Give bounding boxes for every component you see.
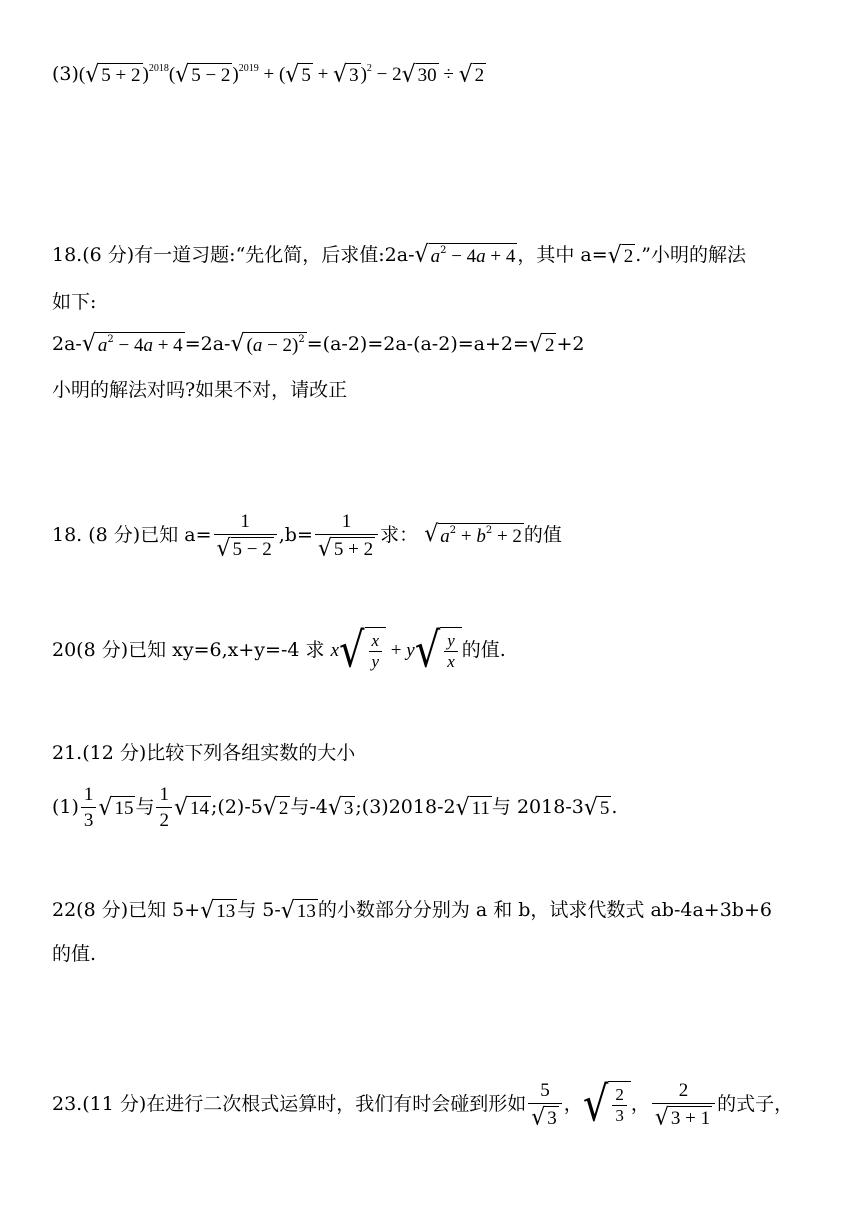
sqrt-30: √ 30 [401, 60, 437, 88]
sqrt-3: √ 3 [333, 60, 359, 88]
q18a-line4: 小明的解法对吗?如果不对，请改正 [52, 379, 348, 401]
frac-2-sqrt3-plus-1: 2 √ 3 + 1 [652, 1079, 715, 1131]
q18b-end: 的值 [523, 524, 562, 546]
q21-end: . [611, 796, 618, 818]
q23-sep2: ， [630, 1093, 650, 1115]
sqrt-5b: √ 5 − 2 [175, 60, 231, 88]
q18a-mid: ，其中 a= [517, 244, 608, 266]
sqrt-15: √ 15 [98, 793, 134, 821]
q20-end: 的值. [461, 639, 506, 661]
sqrt-5d: √ 5 [583, 793, 610, 821]
q20-line: 20(8 分)已知 xy=6,x+y=-4 求 x √ $\frac{x}{y}$ + y √ $\frac{y}{x}$ 的值. [52, 623, 506, 679]
q22-pre: 22(8 分)已知 5+ [52, 899, 201, 921]
q18b-mid: ,b= [278, 524, 313, 546]
sqrt-2c: √ 2 [528, 330, 555, 358]
sqrt-a2b2-2: √ $a^2 + b^2 + 2$ [424, 521, 522, 548]
q22-mid: 与 5- [237, 899, 281, 921]
q18a-line3 [52, 332, 584, 358]
q18b-ask: 求： [380, 524, 419, 546]
q21-p1: (1) [52, 796, 79, 818]
q23-line [52, 1074, 793, 1134]
q21-title: 21.(12 分)比较下列各组实数的大小 [52, 742, 356, 764]
sqrt-11: √ 11 [455, 793, 490, 821]
q18a-l3a: 2a- [52, 333, 82, 355]
q21-p3: ;(3)2018-2 [355, 796, 456, 818]
frac-a: 1 √ 5 − 2 [214, 510, 277, 562]
q18b-line [52, 508, 562, 562]
q21-parts [52, 780, 617, 834]
sqrt-2d: √ 2 [262, 793, 289, 821]
q23-end: 的式子， [717, 1093, 794, 1115]
sqrt-a-2-sq: √ $(a - 2)^2$ [230, 330, 305, 357]
q18a-l3b: =2a- [184, 333, 231, 355]
part3-expression: (3)( √ 5 + 2 )$^{2018}$( √ 5 − 2 )$^{2019}$ + ( √ 5 + √ 3 )$^2$ − 2 √ 30 ÷ √ 2 [52, 60, 485, 88]
frac-b: 1 √ 5 + 2 [315, 510, 378, 562]
q20-pre: 20(8 分)已知 xy=6,x+y=-4 求 [52, 639, 325, 661]
frac-1-3: $\frac{1}{3}$ [81, 783, 97, 834]
q22-line1 [52, 898, 772, 924]
q22-post: 的小数部分分别为 a 和 b，试求代数式 ab-4a+3b+6 [317, 899, 772, 921]
sqrt-2: √ 2 [458, 60, 485, 88]
sqrt-5c: √ 5 [285, 60, 311, 88]
sqrt-a2-4a-4: √ $a^2 - 4a + 4$ [414, 241, 516, 268]
q22-line2: 的值. [52, 943, 97, 965]
frac-1-2: $\frac{1}{2}$ [156, 783, 172, 834]
q18a-line2: 如下: [52, 291, 97, 313]
frac-5-sqrt3: 5 √ 3 [528, 1079, 562, 1131]
q23-sep1: ， [563, 1093, 583, 1115]
sqrt-3b: √ 3 [327, 793, 354, 821]
q21-with: 与 [135, 796, 155, 818]
q21-p2: ;(2)-5 [211, 796, 263, 818]
q23-pre: 23.(11 分)在进行二次根式运算时，我们有时会碰到形如 [52, 1093, 527, 1115]
sqrt-13: √ 13 [200, 896, 236, 924]
q18a-text: 18.(6 分)有一道习题:“先化简，后求值:2a- [52, 244, 415, 266]
q21-with2: 与-4 [290, 796, 328, 818]
sqrt-y-over-x: √ $\frac{y}{x}$ [415, 627, 462, 675]
part3-label: (3) [52, 63, 79, 85]
q21-with3: 与 2018-3 [491, 796, 584, 818]
q18a-line1 [52, 243, 746, 269]
sqrt-13b: √ 13 [280, 896, 316, 924]
sqrt-x-over-y: √ $\frac{x}{y}$ [339, 627, 386, 675]
q18a-l3d: +2 [556, 333, 585, 355]
q18a-l3c: =(a-2)=2a-(a-2)=a+2= [306, 333, 529, 355]
q18b-pre: 18. (8 分)已知 a= [52, 524, 212, 546]
q18a-end: .”小明的解法 [635, 244, 746, 266]
sqrt-2-over-3: √ $\frac{2}{3}$ [583, 1081, 631, 1129]
sqrt-a2-4a-4b: √ $a^2 - 4a + 4$ [81, 330, 183, 357]
sqrt-5: √ 5 + 2 [85, 60, 141, 88]
sqrt-14: √ 14 [173, 793, 209, 821]
sqrt-2b: √ 2 [607, 241, 634, 269]
